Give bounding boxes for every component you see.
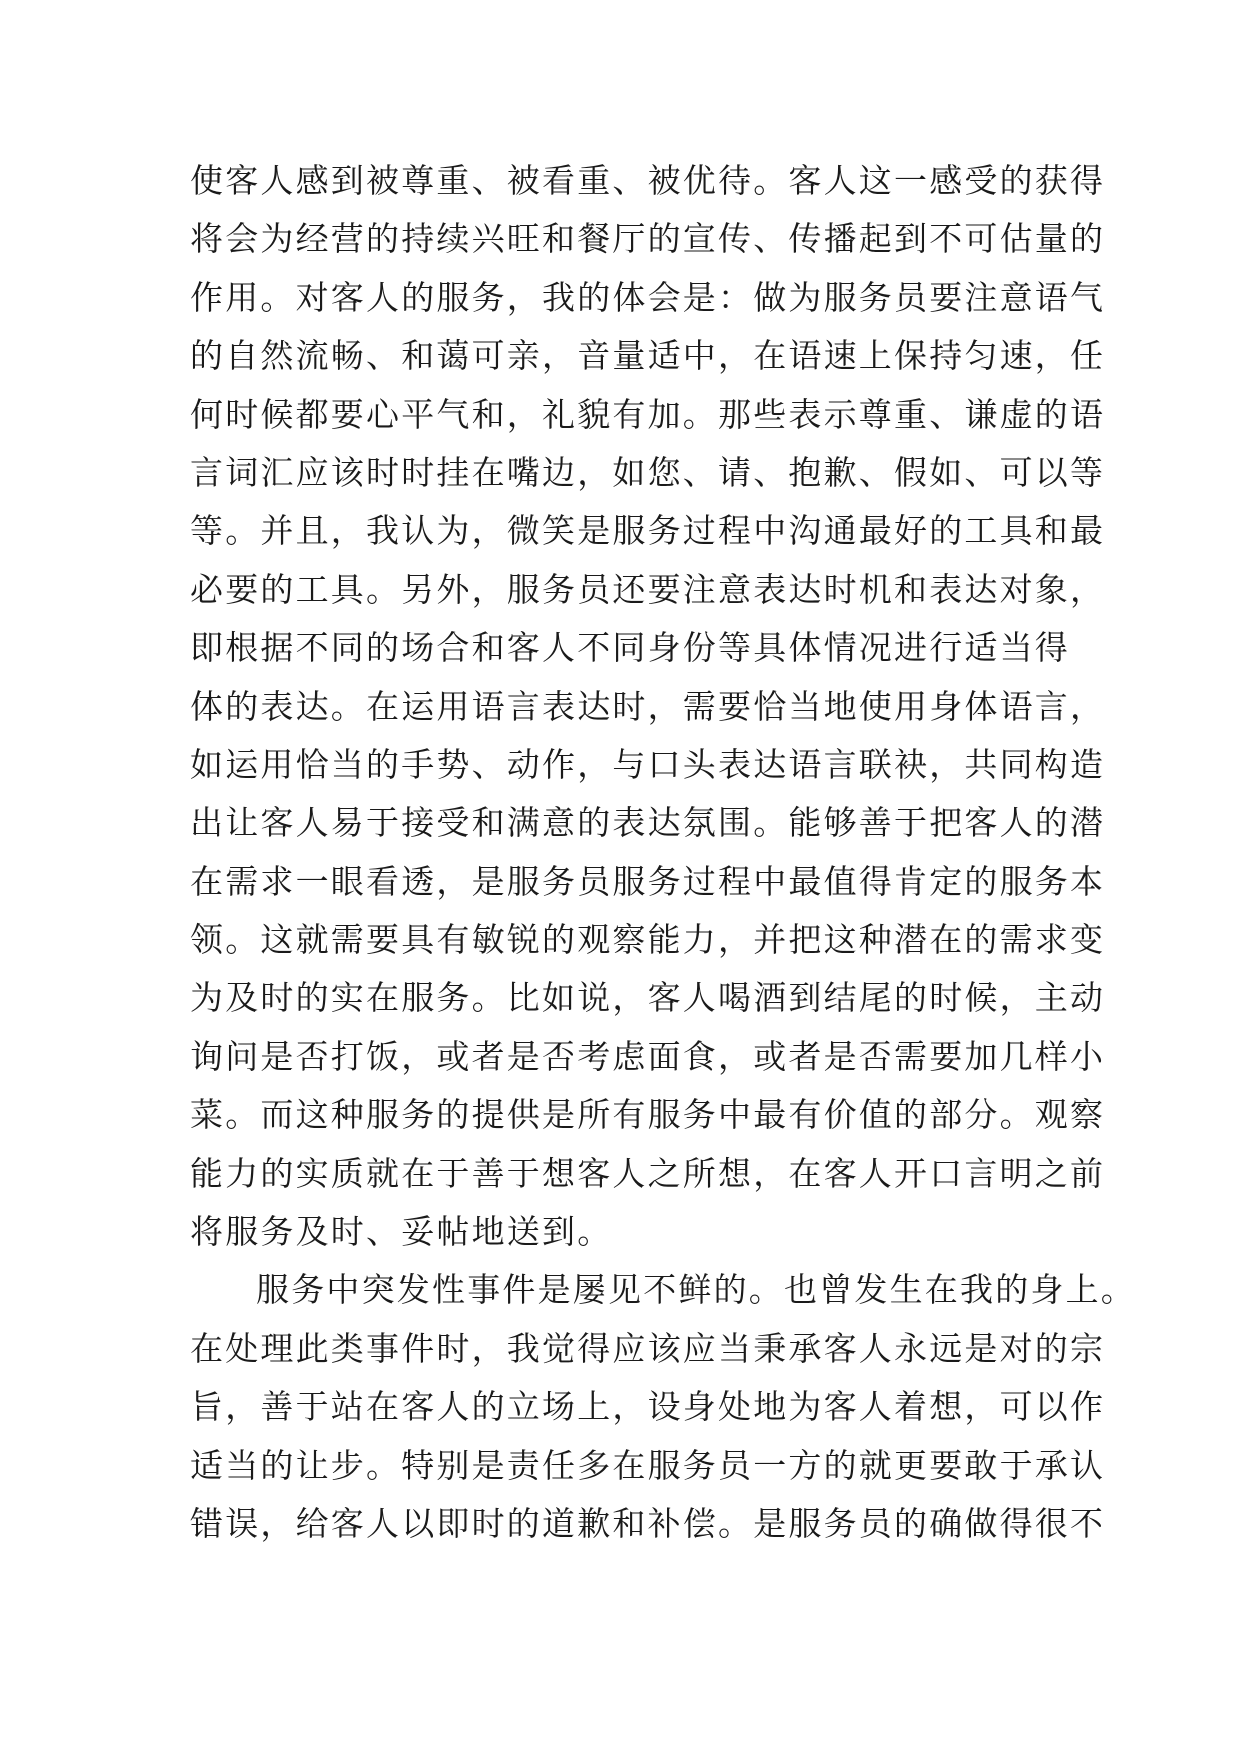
text-line: 体的表达。在运用语言表达时，需要恰当地使用身体语言，	[190, 686, 1106, 726]
text-line: 询问是否打饭，或者是否考虑面食，或者是否需要加几样小	[190, 1036, 1106, 1076]
text-line: 使客人感到被尊重、被看重、被优待。客人这一感受的获得	[190, 161, 1106, 200]
text-line: 将服务及时、妥帖地送到。	[190, 1212, 613, 1252]
text-line: 错误，给客人以即时的道歉和补偿。是服务员的确做得很不	[190, 1503, 1106, 1543]
text-line: 菜。而这种服务的提供是所有服务中最有价值的部分。观察	[190, 1095, 1106, 1135]
paragraph-start-line: 服务中突发性事件是屡见不鲜的。也曾发生在我的身上。	[256, 1270, 1136, 1310]
body-text	[190, 152, 1136, 1553]
text-line: 即根据不同的场合和客人不同身份等具体情况进行适当得	[190, 628, 1070, 668]
text-line: 何时候都要心平气和，礼貌有加。那些表示尊重、谦虚的语	[190, 394, 1106, 434]
text-line: 在处理此类事件时，我觉得应该应当秉承客人永远是对的宗	[190, 1328, 1106, 1368]
text-line: 为及时的实在服务。比如说，客人喝酒到结尾的时候，主动	[190, 978, 1106, 1018]
text-line: 领。这就需要具有敏锐的观察能力，并把这种潜在的需求变	[190, 920, 1106, 960]
text-line: 旨，善于站在客人的立场上，设身处地为客人着想，可以作	[190, 1387, 1106, 1427]
text-line: 的自然流畅、和蔼可亲，音量适中，在语速上保持匀速，任	[190, 336, 1106, 376]
text-line: 如运用恰当的手势、动作，与口头表达语言联袂，共同构造	[190, 744, 1106, 784]
text-line: 作用。对客人的服务，我的体会是：做为服务员要注意语气	[190, 277, 1106, 317]
text-line: 在需求一眼看透，是服务员服务过程中最值得肯定的服务本	[190, 861, 1106, 901]
text-line: 适当的让步。特别是责任多在服务员一方的就更要敢于承认	[190, 1445, 1106, 1485]
text-line: 等。并且，我认为，微笑是服务过程中沟通最好的工具和最	[190, 511, 1106, 551]
text-line: 将会为经营的持续兴旺和餐厅的宣传、传播起到不可估量的	[190, 219, 1106, 259]
text-line: 能力的实质就在于善于想客人之所想，在客人开口言明之前	[190, 1153, 1106, 1193]
text-line: 出让客人易于接受和满意的表达氛围。能够善于把客人的潜	[190, 803, 1106, 843]
text-line: 言词汇应该时时挂在嘴边，如您、请、抱歉、假如、可以等	[190, 452, 1106, 492]
text-line: 必要的工具。另外，服务员还要注意表达时机和表达对象，	[190, 569, 1106, 609]
